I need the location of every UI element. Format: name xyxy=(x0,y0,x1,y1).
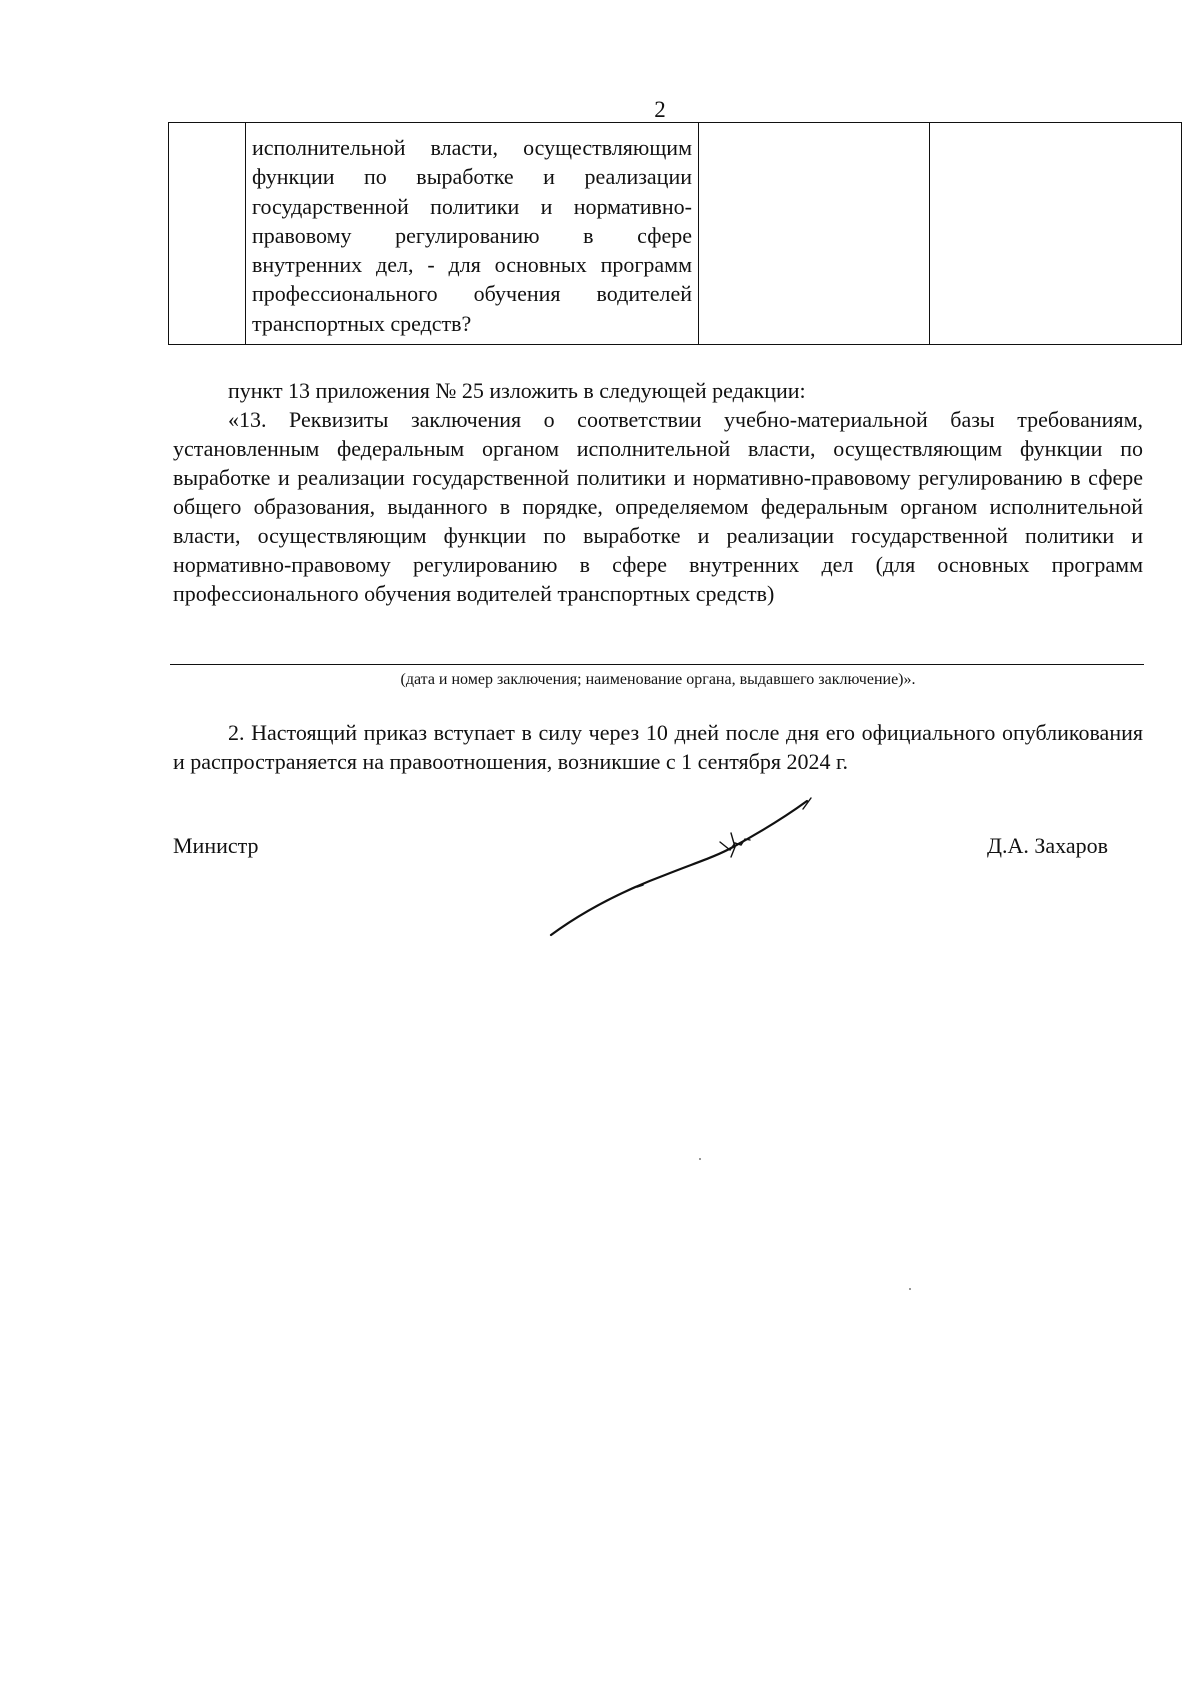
table-cell-number xyxy=(169,123,246,345)
table-row xyxy=(169,123,1182,345)
scan-speck xyxy=(909,1288,911,1290)
amendment-text: «13. Реквизиты заключения о соответствии учебно-материальной базы требованиям, установленным федеральным органом исполнительной власти, осуществляющим функции по выработке и реализации государственной политики и нормативно-правовому регулированию в сфере общего образования, выданного в порядке, определяемом федеральным органом исполнительной власти, осуществляющим функции по выработке и реализации государственной политики и нормативно-правовому регулированию в сфере внутренних дел (для основных программ профессионального обучения водителей транспортных средств) xyxy=(173,407,1143,606)
table-cell-description-text: исполнительной власти, осуществляющим функции по выработке и реализации государственной политики и нормативно-правовому регулированию в сфере внутренних дел, - для основных программ профессионального обучения водителей транспортных средств? xyxy=(252,135,692,336)
amendment-intro: пункт 13 приложения № 25 изложить в следующей редакции: xyxy=(228,378,806,403)
fill-in-line xyxy=(170,664,1144,665)
table-cell-note xyxy=(930,123,1182,345)
handwritten-signature xyxy=(545,795,820,940)
signatory-role: Министр xyxy=(173,833,259,858)
signatory-name: Д.А. Захаров xyxy=(986,833,1108,858)
clause-2: 2. Настоящий приказ вступает в силу через 10 дней после дня его официального опубликования и распространяется на правоотношения, возникшие с 1 сентября 2024 г. xyxy=(173,720,1143,774)
page-number: 2 xyxy=(654,97,666,122)
scan-speck xyxy=(699,1158,701,1160)
fill-in-caption: (дата и номер заключения; наименование органа, выдавшего заключение)». xyxy=(400,671,916,688)
table-cell-description xyxy=(246,123,699,345)
table-cell-value xyxy=(699,123,930,345)
continuation-table xyxy=(168,122,1182,345)
